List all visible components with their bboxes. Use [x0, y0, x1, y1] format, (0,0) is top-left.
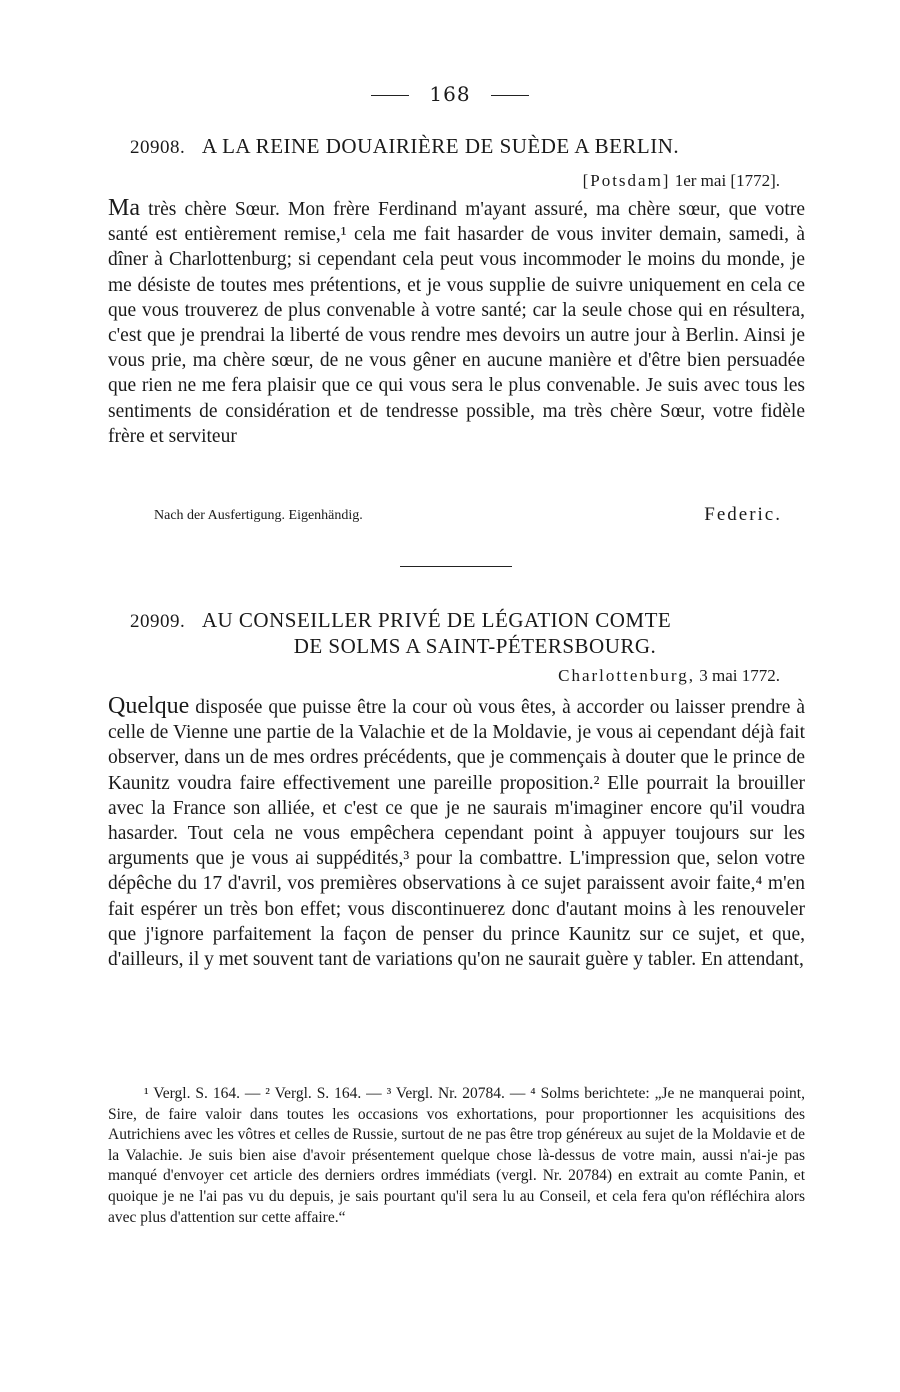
- letter-separator: [400, 566, 512, 567]
- letter2-title-line2: DE SOLMS A SAINT-PÉTERSBOURG.: [293, 634, 657, 658]
- footnotes: [108, 1084, 805, 1228]
- letter1-signature: Federic.: [704, 504, 782, 525]
- letter2-heading: [130, 608, 780, 659]
- letter1-first-word: Ma: [108, 195, 140, 221]
- letter2-title-line1: AU CONSEILLER PRIVÉ DE LÉGATION COMTE: [201, 608, 672, 632]
- letter2-date: 3 mai 1772.: [699, 666, 780, 685]
- letter1-text: très chère Sœur. Mon frère Ferdinand m'ayant assuré, ma chère sœur, que votre santé est entièrement remise,¹ cela me fait hasarder de vous inviter demain, samedi, à dîner à Charlottenburg; si cependant cela peut vous incommoder le moins du monde, je me désiste de toutes mes prétentions, et je vous supplie de suivre uniquement en cela ce que vous trouverez de plus convenable à votre santé; car la seule chose qui en résultera, c'est que je prendrai la liberté de vous rendre mes devoirs un autre jour à Berlin. Ainsi je vous prie, ma chère sœur, de ne vous gêner en aucune manière et d'être bien persuadée que rien ne me fera plaisir que ce qui vous sera le plus convenable. Je suis avec tous les sentiments de considération et de tendresse possible, ma très chère Sœur, votre fidèle frère et serviteur: [108, 199, 805, 447]
- header-dash-right: [491, 95, 529, 96]
- letter1-number: 20908.: [130, 137, 186, 158]
- letter1-date: 1er mai [1772].: [674, 171, 780, 190]
- letter1-source-line: [154, 504, 782, 526]
- letter1-dateline: [583, 171, 780, 191]
- footnotes-text: ¹ Vergl. S. 164. — ² Vergl. S. 164. — ³ Vergl. Nr. 20784. — ⁴ Solms berichtete: „Je ne manquerai point, Sire, de faire valoir dans toutes les occasions vos exhortations, pour proportionner les acquisitions des Autrichiens avec les vôtres et celles de Russie, surtout de ne pas être trop généreux au sujet de la Moldavie et de la Valachie. Je suis bien aise d'avoir présentement quelque chose là-dessus de votre main, aussi n'ai-je pas manqué d'envoyer cet article des derniers ordres immédiats (vergl. Nr. 20784) en extrait au comte Panin, et quoique je ne l'ai pas vu du depuis, je sais pourtant qu'il sera lu au Conseil, et cela fera qu'on réfléchira alors avec plus d'attention sur cette affaire.“: [108, 1085, 805, 1226]
- letter1-heading: [130, 134, 780, 159]
- letter1-source-note: Nach der Ausfertigung. Eigenhändig.: [154, 508, 363, 523]
- letter1-place: [Potsdam]: [582, 171, 671, 190]
- letter2-dateline: [558, 666, 780, 686]
- letter2-number: 20909.: [130, 611, 186, 632]
- letter1-title: A LA REINE DOUAIRIÈRE DE SUÈDE A BERLIN.: [201, 134, 680, 158]
- page-header: [0, 82, 900, 106]
- header-dash-left: [371, 95, 409, 96]
- letter2-text: disposée que puisse être la cour où vous êtes, à accorder ou laisser prendre à celle de Vienne une partie de la Valachie et de la Moldavie, je vous ai cependant déjà fait observer, dans un de mes ordres précédents, que je commençais à douter que le prince de Kaunitz voudra faire effectivement une pareille proposition.² Elle pourrait la brouiller avec la France son alliée, et c'est ce que je ne saurais m'imaginer encore qu'il voudra hasarder. Tout cela ne vous empêchera cependant point à appuyer toujours sur les arguments que je vous ai suppédités,³ pour la combattre. L'impression que, selon votre dépêche du 17 d'avril, vos premières observations à ce sujet paraissent avoir faite,⁴ m'en fait espérer un très bon effet; vous discontinuerez donc d'autant moins à les renouveler que j'ignore parfaitement la façon de penser du prince Kaunitz sur ce sujet, et que, d'ailleurs, il y met souvent tant de variations qu'on ne saurait guère y tabler. En attendant,: [108, 697, 805, 971]
- letter2-body: [108, 694, 805, 972]
- page-number: 168: [429, 82, 471, 106]
- letter2-first-word: Quelque: [108, 693, 190, 719]
- letter1-body: [108, 196, 805, 449]
- letter2-place: Charlottenburg,: [558, 666, 695, 685]
